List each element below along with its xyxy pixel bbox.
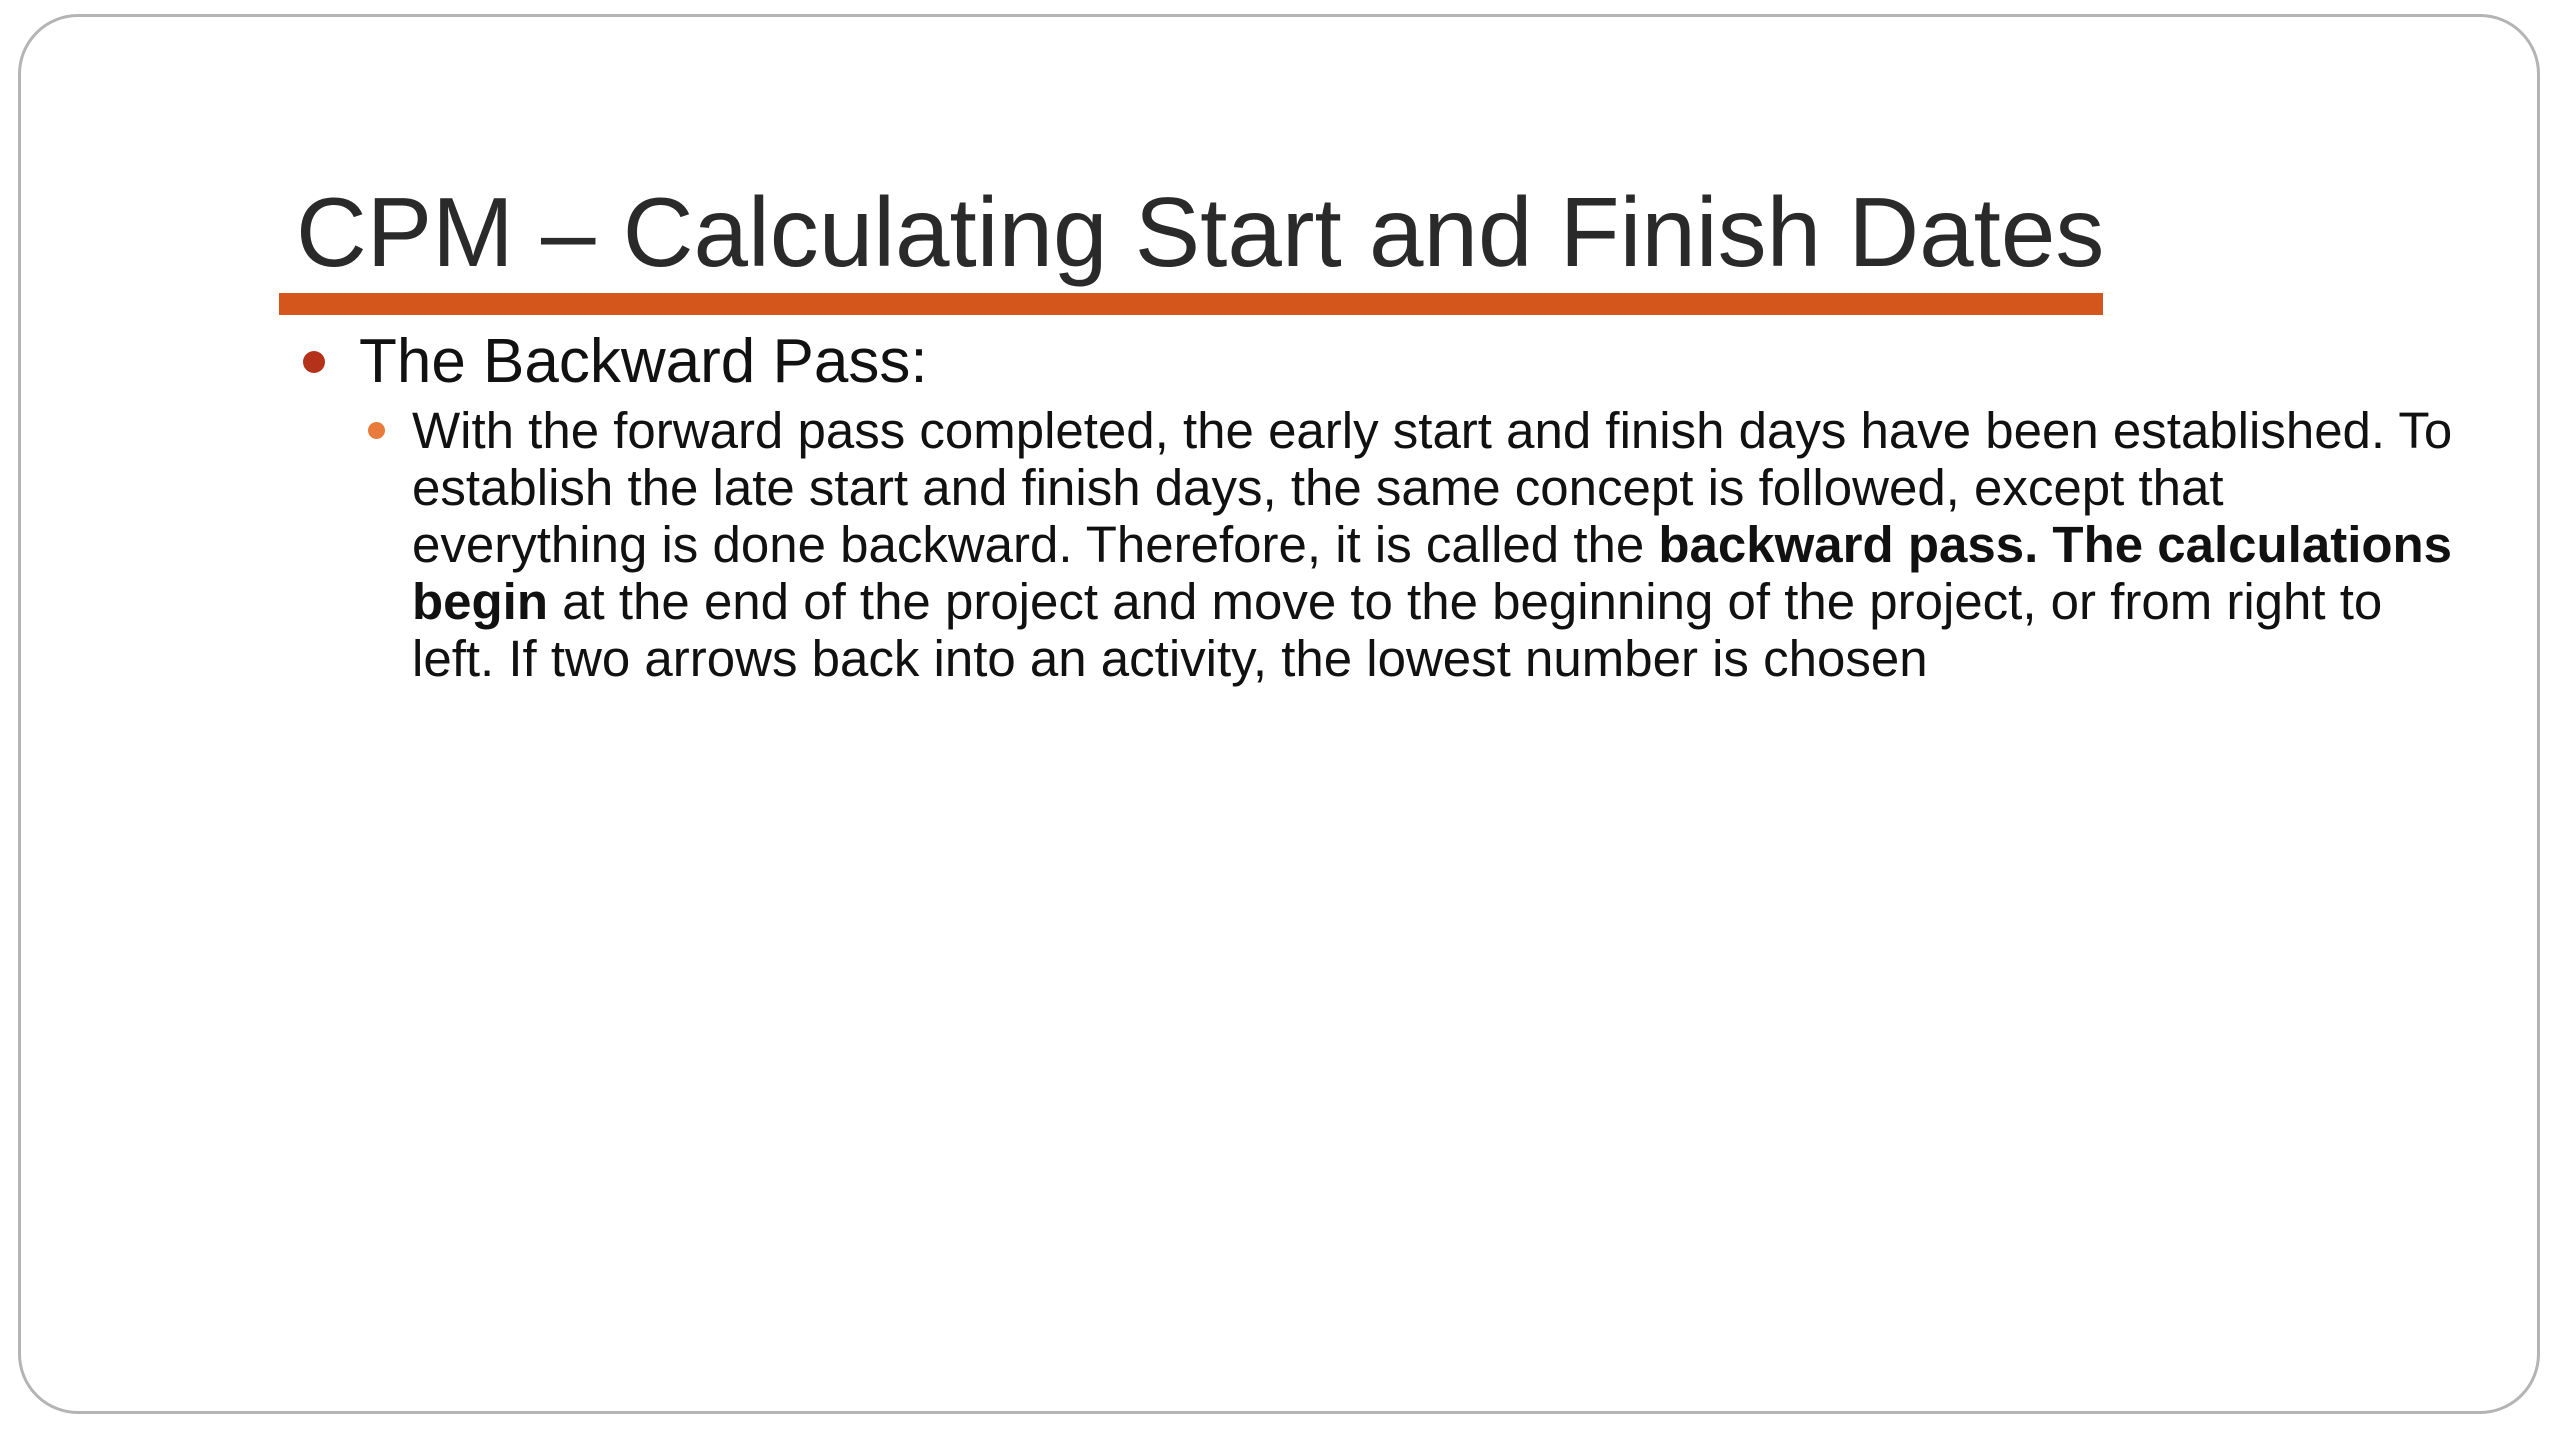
sub-bullet-text-part2: at the end of the project and move to the beginning of the project, or from right to left. If two arrows back into an activity, the lowest number is chosen xyxy=(412,573,2383,687)
slide-frame xyxy=(18,14,2540,1414)
sub-bullet-text-part1: With the forward pass completed, the early start and finish days have been established. To establish the late start and finish days, the same concept is followed, except that everything is done backward. Therefore, it is called the xyxy=(412,402,2453,573)
slide-title: CPM – Calculating Start and Finish Dates xyxy=(296,177,2105,287)
bullet-text: The Backward Pass: xyxy=(359,327,928,396)
title-underline xyxy=(279,293,2103,315)
bullet-item-level1 xyxy=(303,322,2403,402)
sub-bullet-dot-icon xyxy=(368,422,385,439)
bullet-dot-icon xyxy=(303,351,325,373)
sub-bullet-paragraph xyxy=(412,402,2458,687)
sub-bullet-bold-text: backward pass. The calculations begin xyxy=(412,516,2453,630)
bullet-item-level2 xyxy=(368,402,2458,687)
